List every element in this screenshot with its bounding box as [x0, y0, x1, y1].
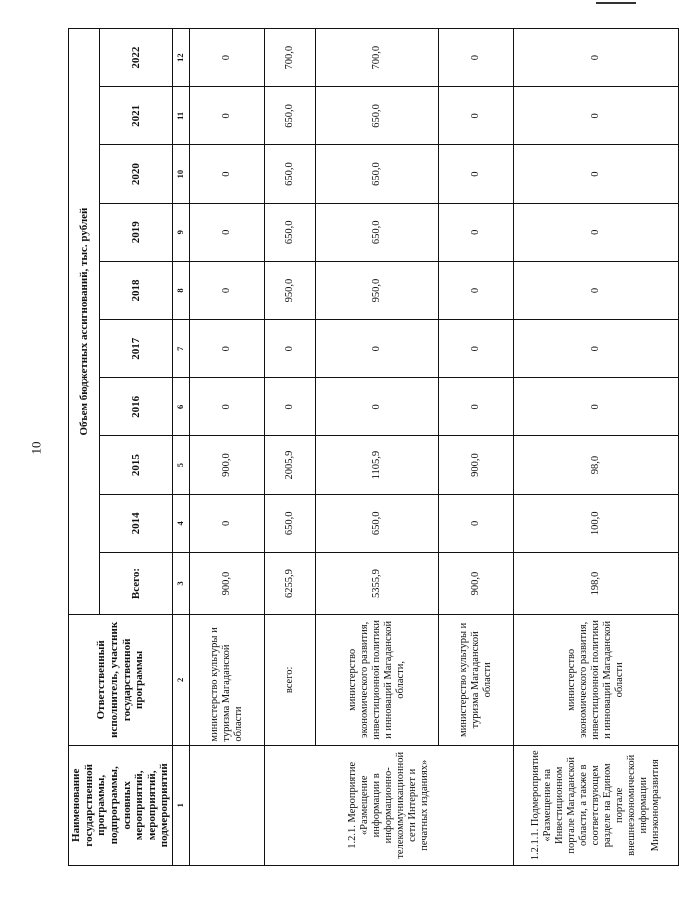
row-name-cell: 1.2.1. Мероприятие «Размещение информации в информационно-телекоммуникационной сети Интернет и печатных изданиях» — [265, 745, 514, 865]
header-year: 2022 — [100, 29, 173, 87]
value-cell: 650,0 — [316, 494, 439, 552]
row-executor-cell: министерство экономического развития, инвестиционной политики и инноваций Магаданской области — [514, 615, 679, 745]
value-cell: 650,0 — [316, 203, 439, 261]
value-cell: 0 — [190, 320, 265, 378]
value-cell: 100,0 — [514, 494, 679, 552]
header-year: 2017 — [100, 320, 173, 378]
value-cell: 0 — [439, 203, 514, 261]
col-number: 5 — [173, 436, 190, 494]
value-cell: 198,0 — [514, 552, 679, 614]
table-row — [514, 29, 679, 866]
rotated-table-wrapper — [68, 28, 662, 866]
value-cell: 0 — [439, 87, 514, 145]
col-number: 8 — [173, 261, 190, 319]
col-number: 10 — [173, 145, 190, 203]
value-cell: 900,0 — [190, 552, 265, 614]
value-cell: 0 — [514, 261, 679, 319]
value-cell: 0 — [190, 378, 265, 436]
table-row — [316, 29, 439, 866]
page-number: 10 — [28, 441, 44, 455]
col-number: 2 — [173, 615, 190, 745]
value-cell: 0 — [439, 29, 514, 87]
col-number: 12 — [173, 29, 190, 87]
top-edge-mark — [596, 2, 636, 4]
table-row — [265, 29, 316, 866]
value-cell: 650,0 — [265, 494, 316, 552]
value-cell: 950,0 — [265, 261, 316, 319]
value-cell: 650,0 — [265, 87, 316, 145]
value-cell: 900,0 — [190, 436, 265, 494]
value-cell: 0 — [514, 29, 679, 87]
header-year: 2018 — [100, 261, 173, 319]
row-executor-cell: министерство культуры и туризма Магаданской области — [190, 615, 265, 745]
value-cell: 0 — [439, 494, 514, 552]
value-cell: 0 — [514, 320, 679, 378]
table-row — [190, 29, 265, 866]
value-cell: 0 — [190, 494, 265, 552]
value-cell: 650,0 — [316, 145, 439, 203]
value-cell: 700,0 — [316, 29, 439, 87]
col-number: 4 — [173, 494, 190, 552]
header-year: 2015 — [100, 436, 173, 494]
value-cell: 0 — [514, 145, 679, 203]
col-number: 3 — [173, 552, 190, 614]
value-cell: 2005,9 — [265, 436, 316, 494]
value-cell: 700,0 — [265, 29, 316, 87]
value-cell: 900,0 — [439, 436, 514, 494]
value-cell: 0 — [190, 29, 265, 87]
value-cell: 0 — [439, 261, 514, 319]
col-number: 9 — [173, 203, 190, 261]
value-cell: 0 — [265, 320, 316, 378]
value-cell: 650,0 — [316, 87, 439, 145]
column-number-row — [173, 29, 190, 866]
row-name-cell: 1.2.1.1. Подмероприятие «Размещение на Инвестиционном портале Магаданской области, а также в соответствующем разделе на Едином портале внешнеэкономической информации Минэкономразвития — [514, 745, 679, 865]
header-executor: Ответственный исполнитель, участник государственной программы — [69, 615, 173, 745]
value-cell: 650,0 — [265, 203, 316, 261]
value-cell: 98,0 — [514, 436, 679, 494]
budget-table — [68, 28, 679, 866]
header-year: 2020 — [100, 145, 173, 203]
value-cell: 950,0 — [316, 261, 439, 319]
header-name: Наименование государственной программы, подпрограммы, основных мероприятий, мероприятий, подмероприятий — [69, 745, 173, 865]
value-cell: 0 — [514, 203, 679, 261]
header-year: 2019 — [100, 203, 173, 261]
value-cell: 0 — [316, 378, 439, 436]
value-cell: 0 — [514, 87, 679, 145]
value-cell: 0 — [439, 378, 514, 436]
row-executor-cell: всего: — [265, 615, 316, 745]
value-cell: 0 — [316, 320, 439, 378]
value-cell: 5355,9 — [316, 552, 439, 614]
value-cell: 0 — [190, 261, 265, 319]
value-cell: 0 — [514, 378, 679, 436]
header-year: 2014 — [100, 494, 173, 552]
header-budget-group: Объем бюджетных ассигнований, тыс. рублей — [69, 29, 100, 615]
col-number: 1 — [173, 745, 190, 865]
value-cell: 0 — [265, 378, 316, 436]
value-cell: 0 — [190, 87, 265, 145]
row-name-cell — [190, 745, 265, 865]
value-cell: 6255,9 — [265, 552, 316, 614]
col-number: 11 — [173, 87, 190, 145]
header-total: Всего: — [100, 552, 173, 614]
header-year: 2021 — [100, 87, 173, 145]
header-year: 2016 — [100, 378, 173, 436]
value-cell: 1105,9 — [316, 436, 439, 494]
value-cell: 900,0 — [439, 552, 514, 614]
row-executor-cell: министерство экономического развития, инвестиционной политики и инноваций Магаданской области, — [316, 615, 439, 745]
value-cell: 650,0 — [265, 145, 316, 203]
value-cell: 0 — [439, 145, 514, 203]
value-cell: 0 — [439, 320, 514, 378]
value-cell: 0 — [190, 203, 265, 261]
row-executor-cell: министерство культуры и туризма Магаданской области — [439, 615, 514, 745]
col-number: 6 — [173, 378, 190, 436]
col-number: 7 — [173, 320, 190, 378]
table-row — [439, 29, 514, 866]
value-cell: 0 — [190, 145, 265, 203]
